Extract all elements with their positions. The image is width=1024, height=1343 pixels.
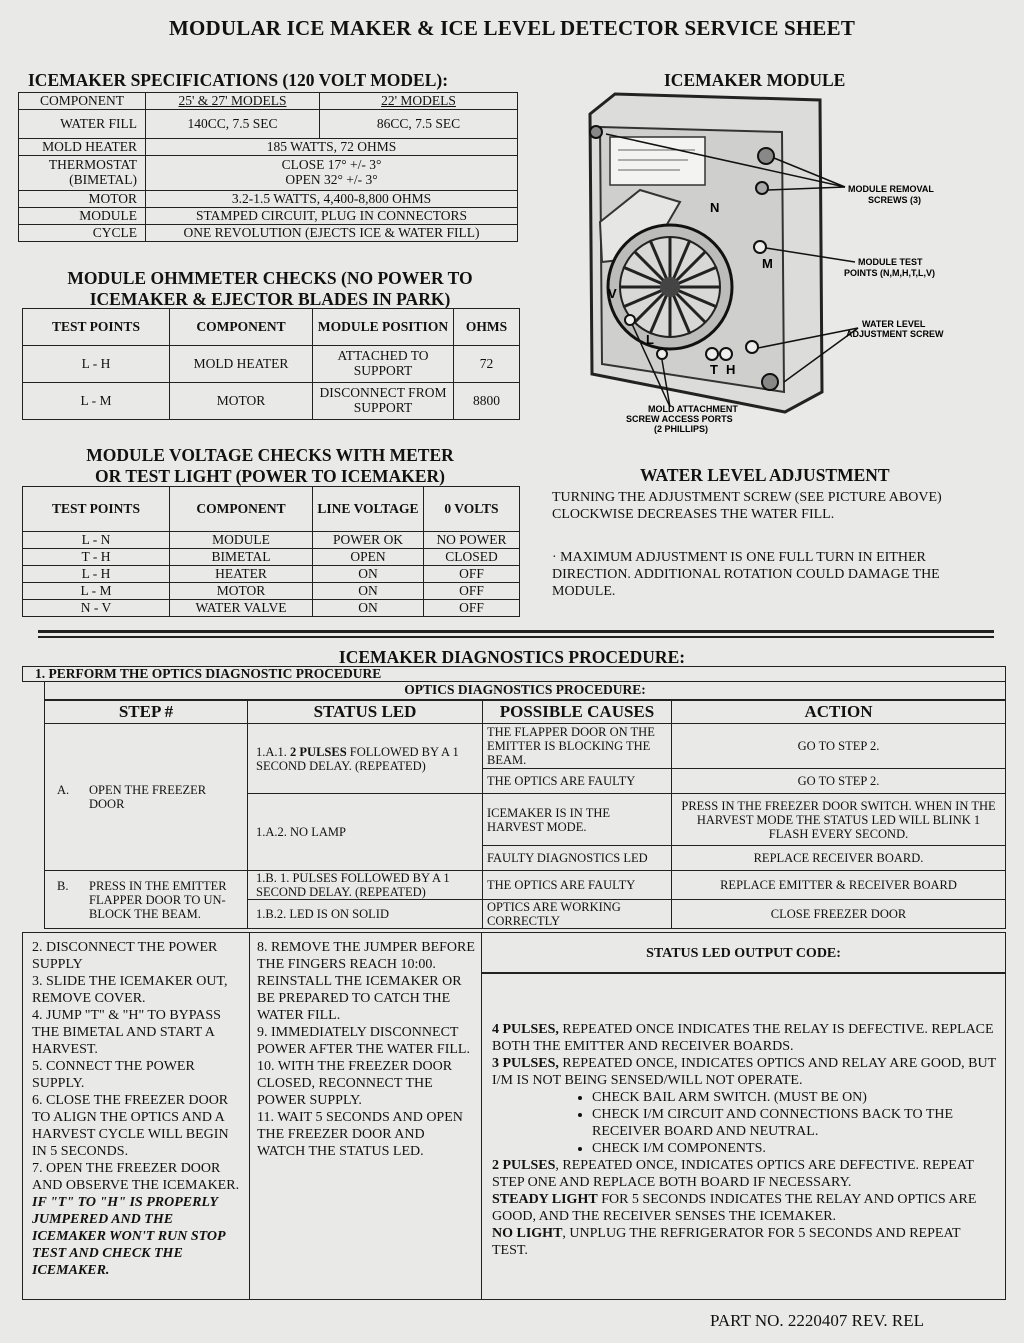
status-steady-light	[492, 1191, 998, 1225]
letter-m: M	[762, 256, 773, 271]
diag-a1-action1: GO TO STEP 2.	[672, 724, 1006, 769]
status-code-divider	[481, 972, 1006, 974]
volt-row3-zero: OFF	[424, 566, 520, 583]
status-2-pulses-text: , REPEATED ONCE, INDICATES OPTICS ARE DEFECTIVE. REPEAT STEP ONE AND REPLACE BOTH BOARD IF NECESSARY.	[492, 1158, 974, 1190]
spec-thermostat-open: OPEN 32° +/- 3°	[285, 172, 378, 187]
status-3-pulses-bold: 3 PULSES,	[492, 1056, 559, 1071]
diag-a1-led-bold: 2 PULSES	[290, 744, 347, 759]
ohm-table	[22, 308, 520, 420]
diag-a2-action1: PRESS IN THE FREEZER DOOR SWITCH. WHEN IN THE HARVEST MODE THE STATUS LED WILL BLINK 1 FLASH EVERY SECOND.	[672, 794, 1006, 846]
diag-a2-cause1: ICEMAKER IS IN THE HARVEST MODE.	[483, 794, 672, 846]
ohm-col-position: MODULE POSITION	[313, 309, 454, 346]
spec-motor-value: 3.2-1.5 WATTS, 4,400-8,800 OHMS	[146, 191, 518, 208]
step-4: 4. JUMP "T" & "H" TO BYPASS THE BIMETAL AND START A HARVEST.	[32, 1008, 221, 1057]
diag-a1-cause1: THE FLAPPER DOOR ON THE EMITTER IS BLOCKING THE BEAM.	[483, 724, 672, 769]
volt-row2-component: BIMETAL	[170, 549, 313, 566]
step-9: 9. IMMEDIATELY DISCONNECT POWER AFTER THE WATER FILL.	[257, 1025, 470, 1057]
diag-a1-cause2: THE OPTICS ARE FAULTY	[483, 769, 672, 794]
water-level-heading: WATER LEVEL ADJUSTMENT	[640, 465, 890, 485]
status-check-list	[492, 1089, 998, 1157]
specs-col-component: COMPONENT	[19, 93, 146, 110]
step-5: 5. CONNECT THE POWER SUPPLY.	[32, 1059, 195, 1091]
status-no-light	[492, 1225, 998, 1259]
divider-rule	[38, 630, 994, 633]
voltage-heading	[0, 445, 540, 487]
mold-port-1	[625, 315, 635, 325]
optics-heading-bar: OPTICS DIAGNOSTICS PROCEDURE:	[44, 682, 1006, 700]
ohm-row1-points: L - H	[23, 346, 170, 383]
ohm-row2-ohms: 8800	[454, 383, 520, 420]
volt-col-test-points: TEST POINTS	[23, 487, 170, 532]
step-10: 10. WITH THE FREEZER DOOR CLOSED, RECONNECT THE POWER SUPPLY.	[257, 1059, 453, 1108]
ohm-col-test-points: TEST POINTS	[23, 309, 170, 346]
part-number: PART NO. 2220407 REV. REL	[710, 1311, 925, 1330]
callout-removal-1: MODULE REMOVAL	[848, 184, 934, 194]
table-row	[45, 871, 1006, 900]
status-4-pulses	[492, 1021, 998, 1055]
specs-col-22: 22' MODELS	[381, 92, 456, 108]
callout-water-1: WATER LEVEL	[862, 319, 926, 329]
volt-row1-line: POWER OK	[313, 532, 424, 549]
volt-row5-points: N - V	[23, 600, 170, 617]
status-4-pulses-text: REPEATED ONCE INDICATES THE RELAY IS DEFECTIVE. REPLACE BOTH THE EMITTER AND RECEIVER BOARDS.	[492, 1022, 994, 1054]
spec-label-motor: MOTOR	[19, 191, 146, 208]
removal-screw-bottom	[762, 374, 778, 390]
spec-label-module: MODULE	[19, 208, 146, 225]
removal-screw-mid	[756, 182, 768, 194]
icemaker-module-illustration	[570, 92, 960, 442]
diag-col-step: STEP #	[45, 701, 248, 724]
step-7: 7. OPEN THE FREEZER DOOR AND OBSERVE THE ICEMAKER.	[32, 1161, 240, 1193]
ohm-heading-line2: ICEMAKER & EJECTOR BLADES IN PARK)	[89, 289, 451, 309]
diag-step-a	[45, 724, 248, 871]
letter-l: L	[646, 332, 654, 347]
table-row	[23, 549, 520, 566]
test-point-h	[720, 348, 732, 360]
volt-col-component: COMPONENT	[170, 487, 313, 532]
callout-water-2: ADJUSTMENT SCREW	[846, 329, 944, 339]
test-point-m	[754, 241, 766, 253]
mold-port-2	[657, 349, 667, 359]
ohm-row1-ohms: 72	[454, 346, 520, 383]
volt-col-line: LINE VOLTAGE	[313, 487, 424, 532]
step1-bar: 1. PERFORM THE OPTICS DIAGNOSTIC PROCEDURE	[22, 666, 1006, 682]
volt-row4-zero: OFF	[424, 583, 520, 600]
spec-label-water-fill: WATER FILL	[19, 110, 146, 139]
step-6: 6. CLOSE THE FREEZER DOOR TO ALIGN THE OPTICS AND A HARVEST CYCLE WILL BEGIN IN 5 SECONDS.	[32, 1093, 229, 1159]
ohm-col-ohms: OHMS	[454, 309, 520, 346]
diag-b1-action: REPLACE EMITTER & RECEIVER BOARD	[672, 871, 1006, 900]
table-row	[23, 532, 520, 549]
status-steady-text: FOR 5 SECONDS INDICATES THE RELAY AND OPTICS ARE GOOD, AND THE RECEIVER SENSES THE ICEMAKER.	[492, 1192, 977, 1224]
diag-col-status: STATUS LED	[248, 701, 483, 724]
status-no-light-bold: NO LIGHT	[492, 1226, 563, 1241]
list-item: • CHECK I/M CIRCUIT AND CONNECTIONS BACK TO THE RECEIVER BOARD AND NEUTRAL.	[592, 1106, 998, 1140]
specs-col-25-27: 25' & 27' MODELS	[178, 92, 287, 108]
status-no-light-text: , UNPLUG THE REFRIGERATOR FOR 5 SECONDS AND REPEAT TEST.	[492, 1226, 961, 1258]
table-row	[23, 600, 520, 617]
status-code-body	[492, 1021, 998, 1259]
letter-n: N	[710, 200, 720, 215]
diag-b1-cause: THE OPTICS ARE FAULTY	[483, 871, 672, 900]
status-2-pulses	[492, 1157, 998, 1191]
water-level-screw	[746, 341, 758, 353]
diagnostics-heading: ICEMAKER DIAGNOSTICS PROCEDURE:	[338, 647, 686, 667]
module-heading: ICEMAKER MODULE	[664, 70, 846, 90]
diag-step-a-letter: A.	[57, 783, 70, 797]
steps-mid	[257, 939, 475, 1160]
spec-label-thermostat	[19, 156, 146, 191]
callout-removal-2: SCREWS (3)	[868, 195, 922, 205]
status-steady-bold: STEADY LIGHT	[492, 1192, 598, 1207]
step-3: 3. SLIDE THE ICEMAKER OUT, REMOVE COVER.	[32, 974, 228, 1006]
diag-a1-led	[248, 724, 483, 794]
module-label-sticker	[610, 137, 705, 185]
list-item: • CHECK I/M COMPONENTS.	[592, 1140, 998, 1157]
volt-row5-component: WATER VALVE	[170, 600, 313, 617]
diag-b1-led: 1.B. 1. PULSES FOLLOWED BY A 1 SECOND DELAY. (REPEATED)	[248, 871, 483, 900]
ohm-row2-points: L - M	[23, 383, 170, 420]
volt-row2-zero: CLOSED	[424, 549, 520, 566]
test-point-t	[706, 348, 718, 360]
volt-row3-component: HEATER	[170, 566, 313, 583]
spec-cycle-value: ONE REVOLUTION (EJECTS ICE & WATER FILL)	[146, 225, 518, 242]
status-3-pulses	[492, 1055, 998, 1089]
spec-thermostat-value	[146, 156, 518, 191]
voltage-heading-line2: OR TEST LIGHT (POWER TO ICEMAKER)	[95, 466, 445, 486]
table-row	[23, 583, 520, 600]
water-level-text-1: TURNING THE ADJUSTMENT SCREW (SEE PICTURE ABOVE) CLOCKWISE DECREASES THE WATER FILL.	[552, 490, 942, 522]
specs-table	[18, 92, 518, 242]
volt-row3-line: ON	[313, 566, 424, 583]
diag-step-b-text: PRESS IN THE EMITTER FLAPPER DOOR TO UN-BLOCK THE BEAM.	[89, 878, 227, 921]
page-title: MODULAR ICE MAKER & ICE LEVEL DETECTOR SERVICE SHEET	[168, 16, 856, 40]
volt-row5-line: ON	[313, 600, 424, 617]
status-4-pulses-bold: 4 PULSES,	[492, 1022, 559, 1037]
ohm-row2-component: MOTOR	[170, 383, 313, 420]
callout-test-2: POINTS (N,M,H,T,L,V)	[844, 268, 935, 278]
diag-a1-action2: GO TO STEP 2.	[672, 769, 1006, 794]
specs-heading: ICEMAKER SPECIFICATIONS (120 VOLT MODEL):	[28, 70, 449, 90]
volt-row1-zero: NO POWER	[424, 532, 520, 549]
spec-water-fill-b: 86CC, 7.5 SEC	[320, 110, 518, 139]
status-code-heading: STATUS LED OUTPUT CODE:	[646, 946, 841, 961]
volt-row1-points: L - N	[23, 532, 170, 549]
ohm-col-component: COMPONENT	[170, 309, 313, 346]
volt-row2-points: T - H	[23, 549, 170, 566]
ohm-row1-component: MOLD HEATER	[170, 346, 313, 383]
callout-mold-3: (2 PHILLIPS)	[654, 424, 709, 434]
callout-mold-1: MOLD ATTACHMENT	[648, 404, 738, 414]
step-11: 11. WAIT 5 SECONDS AND OPEN THE FREEZER DOOR AND WATCH THE STATUS LED.	[257, 1110, 463, 1159]
letter-t: T	[710, 362, 718, 377]
spec-module-value: STAMPED CIRCUIT, PLUG IN CONNECTORS	[146, 208, 518, 225]
diag-step-b-letter: B.	[57, 878, 69, 893]
volt-row4-line: ON	[313, 583, 424, 600]
removal-screw-top	[758, 148, 774, 164]
letter-h: H	[726, 362, 736, 377]
table-row	[23, 383, 520, 420]
volt-row5-zero: OFF	[424, 600, 520, 617]
ohm-row1-position: ATTACHED TO SUPPORT	[313, 346, 454, 383]
corner-screw	[590, 126, 602, 138]
volt-row1-component: MODULE	[170, 532, 313, 549]
diag-a1-led-post: FOLLOWED BY A 1 SECOND DELAY. (REPEATED)	[256, 744, 459, 773]
table-row	[23, 566, 520, 583]
list-item: • CHECK BAIL ARM SWITCH. (MUST BE ON)	[592, 1089, 998, 1106]
diag-a1-led-pre: 1.A.1.	[256, 744, 287, 759]
volt-row4-component: MOTOR	[170, 583, 313, 600]
ohm-row2-position: DISCONNECT FROM SUPPORT	[313, 383, 454, 420]
diag-col-causes: POSSIBLE CAUSES	[483, 701, 672, 724]
volt-row4-points: L - M	[23, 583, 170, 600]
volt-row3-points: L - H	[23, 566, 170, 583]
volt-col-zero: 0 VOLTS	[424, 487, 520, 532]
steps-left	[32, 939, 244, 1279]
diag-col-action: ACTION	[672, 701, 1006, 724]
status-2-pulses-bold: 2 PULSES	[492, 1158, 556, 1173]
diag-b2-led: 1.B.2. LED IS ON SOLID	[248, 900, 483, 929]
spec-water-fill-a: 140CC, 7.5 SEC	[146, 110, 320, 139]
diag-b2-action: CLOSE FREEZER DOOR	[672, 900, 1006, 929]
spec-label-cycle: CYCLE	[19, 225, 146, 242]
callout-mold-2: SCREW ACCESS PORTS	[626, 414, 733, 424]
status-3-pulses-text: REPEATED ONCE, INDICATES OPTICS AND RELAY ARE GOOD, BUT I/M IS NOT BEING SENSED/WILL NOT OPERATE.	[492, 1056, 996, 1088]
voltage-heading-line1: MODULE VOLTAGE CHECKS WITH METER	[86, 445, 454, 465]
diag-step-a-text: OPEN THE FREEZER DOOR	[89, 783, 207, 811]
table-row	[45, 724, 1006, 769]
diag-a2-cause2: FAULTY DIAGNOSTICS LED	[483, 846, 672, 871]
letter-v: V	[608, 286, 617, 301]
diag-a2-action2: REPLACE RECEIVER BOARD.	[672, 846, 1006, 871]
step-8: 8. REMOVE THE JUMPER BEFORE THE FINGERS REACH 10:00. REINSTALL THE ICEMAKER OR BE PREPARED TO CATCH THE WATER FILL.	[257, 940, 475, 1023]
voltage-table	[22, 486, 520, 617]
spec-label-mold-heater: MOLD HEATER	[19, 139, 146, 156]
spec-thermostat-close: CLOSE 17° +/- 3°	[281, 157, 382, 173]
water-level-text-2: · MAXIMUM ADJUSTMENT IS ONE FULL TURN IN EITHER DIRECTION. ADDITIONAL ROTATION COULD DAMAGE THE MODULE.	[552, 550, 940, 599]
step-warning: IF "T" TO "H" IS PROPERLY JUMPERED AND THE ICEMAKER WON'T RUN STOP TEST AND CHECK THE ICEMAKER.	[32, 1195, 226, 1278]
diag-a2-led: 1.A.2. NO LAMP	[248, 794, 483, 871]
volt-row2-line: OPEN	[313, 549, 424, 566]
ohm-heading-line1: MODULE OHMMETER CHECKS (NO POWER TO	[67, 268, 473, 288]
spec-thermostat-line2: (BIMETAL)	[69, 172, 137, 187]
callout-test-1: MODULE TEST	[858, 257, 923, 267]
diag-step-b	[45, 871, 248, 929]
ohm-heading	[0, 268, 540, 310]
table-row	[23, 346, 520, 383]
optics-table	[44, 700, 1006, 929]
spec-thermostat-line1: THERMOSTAT	[48, 157, 137, 173]
spec-mold-heater-value: 185 WATTS, 72 OHMS	[146, 139, 518, 156]
step-2: 2. DISCONNECT THE POWER SUPPLY	[32, 940, 218, 972]
divider-rule-thin	[38, 636, 994, 638]
diag-b2-cause: OPTICS ARE WORKING CORRECTLY	[483, 900, 672, 929]
